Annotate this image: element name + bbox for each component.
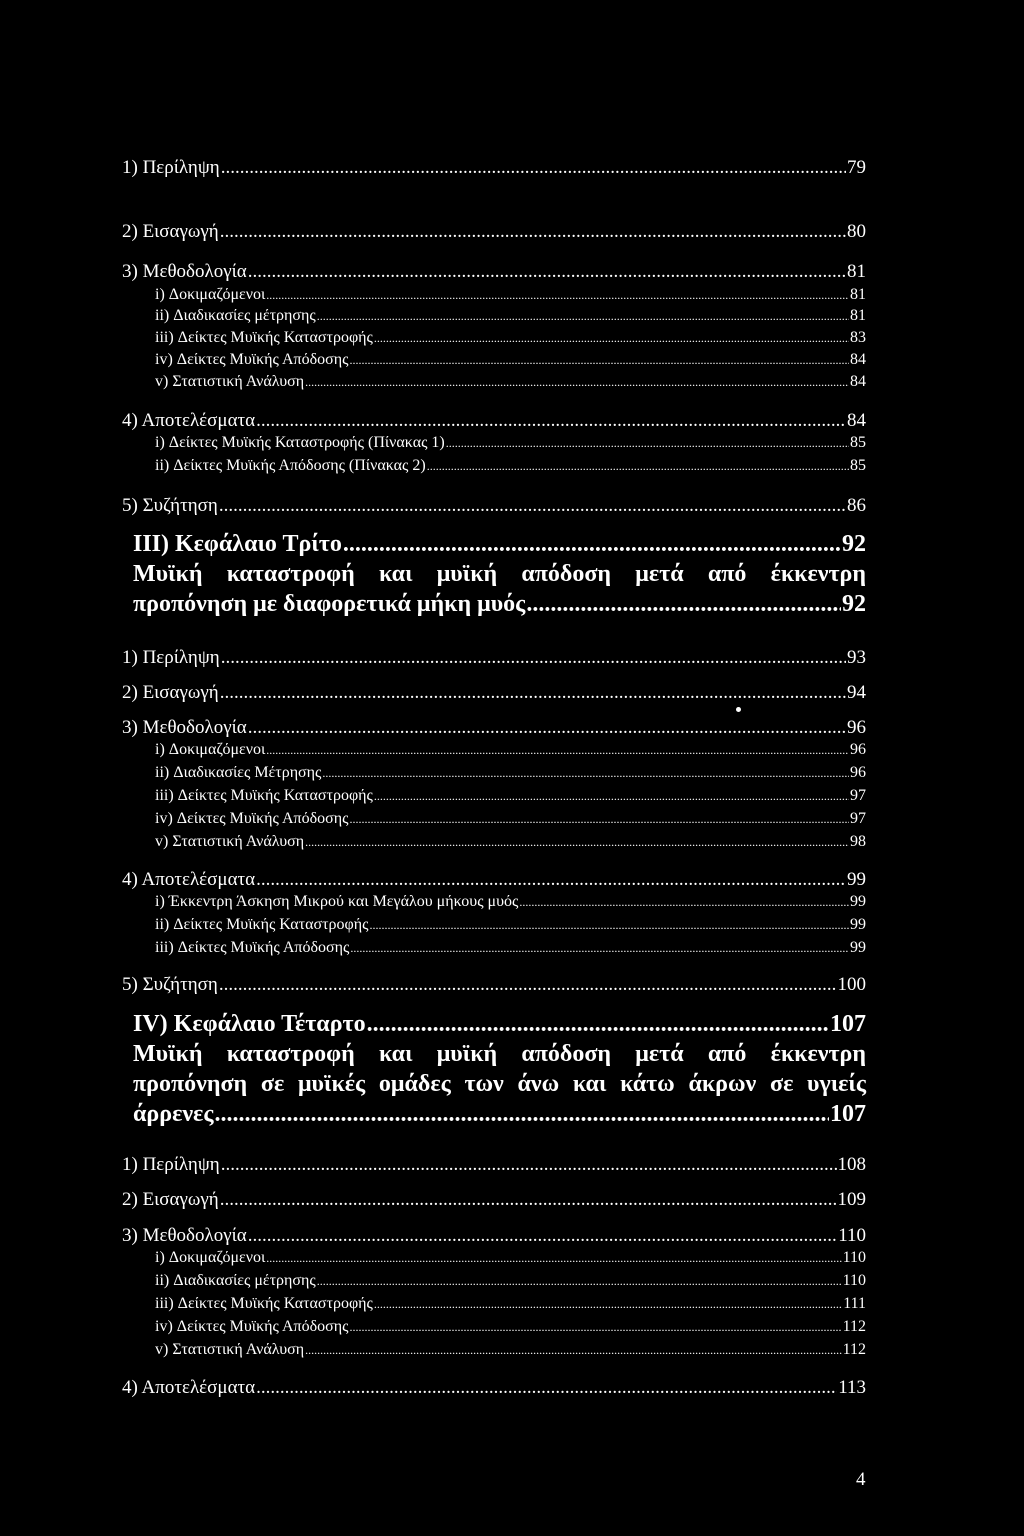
toc-entry-title: 3) Μεθοδολογία: [122, 1225, 247, 1246]
toc-chapter-title: ΙV) Κεφάλαιο Τέταρτο: [133, 1011, 366, 1037]
toc-entry-title: ii) Δείκτες Μυϊκής Καταστροφής: [155, 916, 369, 933]
toc-entry-title: 5) Συζήτηση: [122, 495, 218, 516]
toc-subentry: [155, 811, 866, 827]
toc-entry-title: 1) Περίληψη: [122, 1154, 220, 1175]
toc-subentry: [155, 742, 866, 758]
toc-chapter: [133, 1012, 866, 1036]
toc-entry-title: i) Δοκιμαζόμενοι: [155, 286, 266, 303]
toc-entry-page: 81: [850, 286, 866, 303]
stray-mark: [736, 707, 741, 712]
toc-chapter: [133, 532, 866, 556]
toc-entry-page: 107: [830, 1101, 866, 1127]
toc-subentry: [155, 352, 866, 368]
toc-entry-page: 99: [850, 939, 866, 956]
toc-subentry: [155, 458, 866, 474]
toc-entry: [122, 1190, 866, 1209]
toc-subentry: [155, 1342, 866, 1358]
toc-entry: [122, 1155, 866, 1174]
toc-entry-title: iv) Δείκτες Μυϊκής Απόδοσης: [155, 810, 349, 827]
toc-entry-page: 97: [850, 810, 866, 827]
toc-entry-page: 84: [850, 373, 866, 390]
toc-entry-title: iii) Δείκτες Μυϊκής Καταστροφής: [155, 329, 373, 346]
toc-entry-title: 4) Αποτελέσματα: [122, 869, 256, 890]
toc-entry-title: i) Δείκτες Μυϊκής Καταστροφής (Πίνακας 1): [155, 434, 445, 451]
toc-subentry: [155, 894, 866, 910]
toc-entry-title: ii) Διαδικασίες μέτρησης: [155, 307, 316, 324]
toc-entry-title: v) Στατιστική Ανάλυση: [155, 373, 305, 390]
toc-entry-page: 112: [842, 1318, 866, 1335]
toc-chapter-subtitle-end: [133, 1102, 866, 1126]
toc-chapter-subtitle: προπόνηση με διαφορετικά μήκη μυός: [133, 591, 526, 617]
toc-entry: [122, 718, 866, 737]
toc-subentry: [155, 940, 866, 956]
toc-entry-title: ii) Διαδικασίες Μέτρησης: [155, 764, 322, 781]
toc-subentry: [155, 1319, 866, 1335]
toc-entry-title: 3) Μεθοδολογία: [122, 261, 247, 282]
toc-chapter-subtitle-end: [133, 592, 866, 616]
toc-entry-page: 83: [850, 329, 866, 346]
toc-entry-title: 1) Περίληψη: [122, 647, 220, 668]
toc-entry-title: 3) Μεθοδολογία: [122, 717, 247, 738]
toc-subentry: [155, 287, 866, 303]
toc-subentry: [155, 917, 866, 933]
toc-entry-page: 84: [850, 351, 866, 368]
toc-chapter-subtitle: Μυϊκή καταστροφή και μυϊκή απόδοση μετά από έκκεντρη: [133, 561, 866, 587]
toc-entry-page: 110: [838, 1225, 866, 1246]
toc-entry: [122, 262, 866, 281]
toc-entry-page: 113: [838, 1377, 866, 1398]
toc-entry-title: 2) Εισαγωγή: [122, 682, 219, 703]
toc-entry: [122, 648, 866, 667]
toc-entry-page: 80: [847, 221, 866, 242]
toc-entry-page: 110: [842, 1249, 866, 1266]
toc-entry-page: 109: [837, 1189, 866, 1210]
toc-entry-page: 93: [847, 647, 866, 668]
toc-entry: [122, 158, 866, 177]
toc-entry: [122, 222, 866, 241]
toc-chapter-title: ΙΙΙ) Κεφάλαιο Τρίτο: [133, 531, 342, 557]
toc-entry: [122, 870, 866, 889]
toc-entry-title: v) Στατιστική Ανάλυση: [155, 833, 305, 850]
page-number: 4: [856, 1469, 866, 1490]
toc-entry-title: 5) Συζήτηση: [122, 974, 218, 995]
toc-entry-title: 2) Εισαγωγή: [122, 221, 219, 242]
toc-entry-title: 4) Αποτελέσματα: [122, 410, 256, 431]
toc-entry-title: ii) Διαδικασίες μέτρησης: [155, 1272, 316, 1289]
toc-entry-title: iii) Δείκτες Μυϊκής Απόδοσης: [155, 939, 350, 956]
toc-entry-page: 111: [843, 1295, 866, 1312]
toc-entry-page: 94: [847, 682, 866, 703]
toc-chapter-subtitle: προπόνηση σε μυϊκές ομάδες των άνω και κάτω άκρων σε υγιείς: [133, 1071, 866, 1097]
toc-entry: [122, 1378, 866, 1397]
toc-entry-page: 110: [842, 1272, 866, 1289]
toc-entry-page: 85: [850, 434, 866, 451]
toc-entry-title: v) Στατιστική Ανάλυση: [155, 1341, 305, 1358]
toc-subentry: [155, 788, 866, 804]
toc-entry-page: 81: [847, 261, 866, 282]
toc-entry-page: 98: [850, 833, 866, 850]
toc-entry-title: iii) Δείκτες Μυϊκής Καταστροφής: [155, 1295, 373, 1312]
toc-subentry: [155, 1296, 866, 1312]
toc-subentry: [155, 834, 866, 850]
toc-entry-title: iv) Δείκτες Μυϊκής Απόδοσης: [155, 351, 349, 368]
toc-entry-page: 96: [850, 741, 866, 758]
toc-entry: [122, 683, 866, 702]
toc-chapter-subtitle: Μυϊκή καταστροφή και μυϊκή απόδοση μετά από έκκεντρη: [133, 1041, 866, 1067]
toc-entry-page: 108: [837, 1154, 866, 1175]
toc-entry-page: 79: [847, 157, 866, 178]
toc-entry-title: i) Έκκεντρη Άσκηση Μικρού και Μεγάλου μήκους μυός: [155, 893, 519, 910]
toc-entry: [122, 496, 866, 515]
toc-entry-page: 96: [850, 764, 866, 781]
toc-entry: [122, 411, 866, 430]
toc-entry-page: 92: [842, 591, 866, 617]
toc-entry-title: 1) Περίληψη: [122, 157, 220, 178]
toc-subentry: [155, 330, 866, 346]
toc-subentry: [155, 765, 866, 781]
toc-subentry: [155, 1273, 866, 1289]
toc-entry-page: 107: [830, 1011, 866, 1037]
toc-subentry: [155, 308, 866, 324]
toc-entry-page: 81: [850, 307, 866, 324]
toc-entry-page: 100: [837, 974, 866, 995]
toc-entry-title: iv) Δείκτες Μυϊκής Απόδοσης: [155, 1318, 349, 1335]
toc-entry-page: 92: [842, 531, 866, 557]
toc-entry-page: 96: [847, 717, 866, 738]
toc-entry-page: 99: [847, 869, 866, 890]
toc-chapter-subtitle: άρρενες: [133, 1101, 214, 1127]
toc-subentry: [155, 435, 866, 451]
toc-entry-page: 85: [850, 457, 866, 474]
toc-entry-title: iii) Δείκτες Μυϊκής Καταστροφής: [155, 787, 373, 804]
toc-subentry: [155, 374, 866, 390]
toc-entry-page: 84: [847, 410, 866, 431]
toc-entry-title: i) Δοκιμαζόμενοι: [155, 741, 266, 758]
toc-entry-page: 112: [842, 1341, 866, 1358]
toc-entry-page: 86: [847, 495, 866, 516]
toc-entry-title: i) Δοκιμαζόμενοι: [155, 1249, 266, 1266]
toc-entry: [122, 975, 866, 994]
toc-entry-title: 4) Αποτελέσματα: [122, 1377, 256, 1398]
toc-entry-title: 2) Εισαγωγή: [122, 1189, 219, 1210]
toc-entry: [122, 1226, 866, 1245]
toc-entry-page: 99: [850, 893, 866, 910]
toc-entry-page: 97: [850, 787, 866, 804]
toc-entry-title: ii) Δείκτες Μυϊκής Απόδοσης (Πίνακας 2): [155, 457, 426, 474]
toc-subentry: [155, 1250, 866, 1266]
toc-entry-page: 99: [850, 916, 866, 933]
